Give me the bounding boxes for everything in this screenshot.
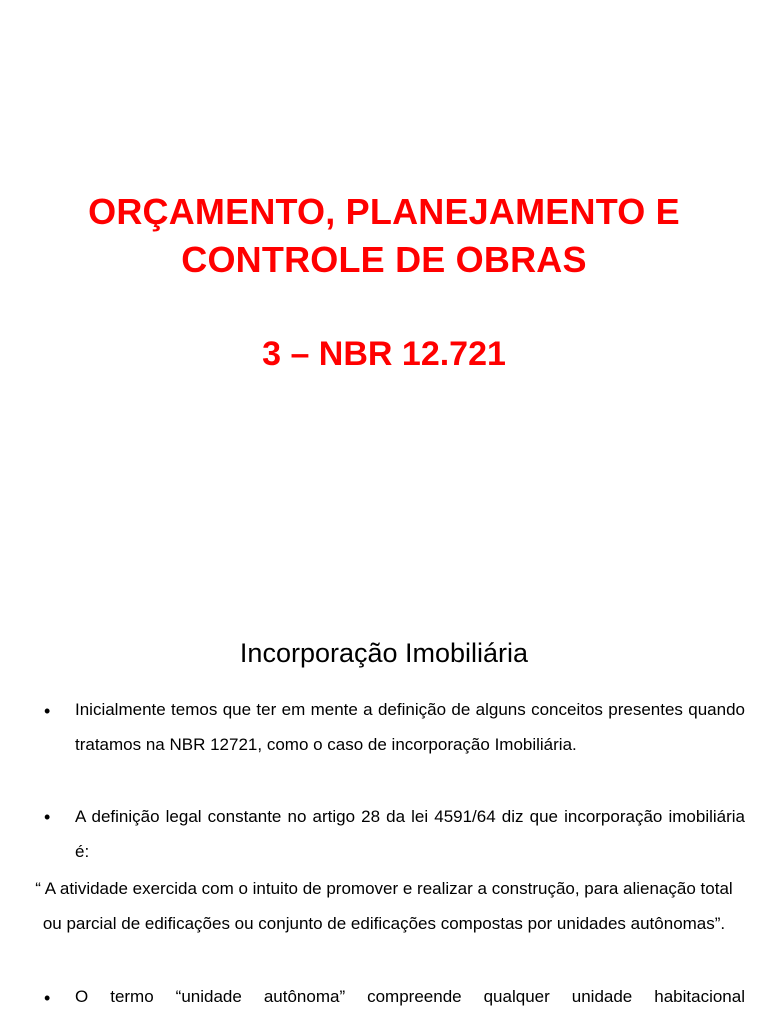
paragraph-3: O termo “unidade autônoma” compreende qualquer unidade habitacional <box>75 987 745 1006</box>
title-line-1: ORÇAMENTO, PLANEJAMENTO E <box>88 191 680 232</box>
paragraph-1: Inicialmente temos que ter em mente a definição de alguns conceitos presentes quando tratamos na NBR 12721, como o caso de incorporação Imobiliária. <box>75 700 745 754</box>
paragraph-2: A definição legal constante no artigo 28 da lei 4591/64 diz que incorporação imobiliária é: <box>75 807 745 861</box>
bullet-marker-3: • <box>44 988 51 1008</box>
section-heading: Incorporação Imobiliária <box>239 638 529 668</box>
legal-quote: “ A atividade exercida com o intuito de promover e realizar a construção, para alienação total ou parcial de edificações ou conjunto de edificações compostas por unidades autônomas”. <box>35 879 733 933</box>
bullet-marker-2: • <box>44 807 51 827</box>
document-subtitle: 3 – NBR 12.721 <box>262 335 506 373</box>
content-slide <box>0 600 768 1024</box>
title-line-2: CONTROLE DE OBRAS <box>181 239 587 280</box>
bullet-marker-1: • <box>44 701 51 721</box>
document-title <box>0 188 768 284</box>
